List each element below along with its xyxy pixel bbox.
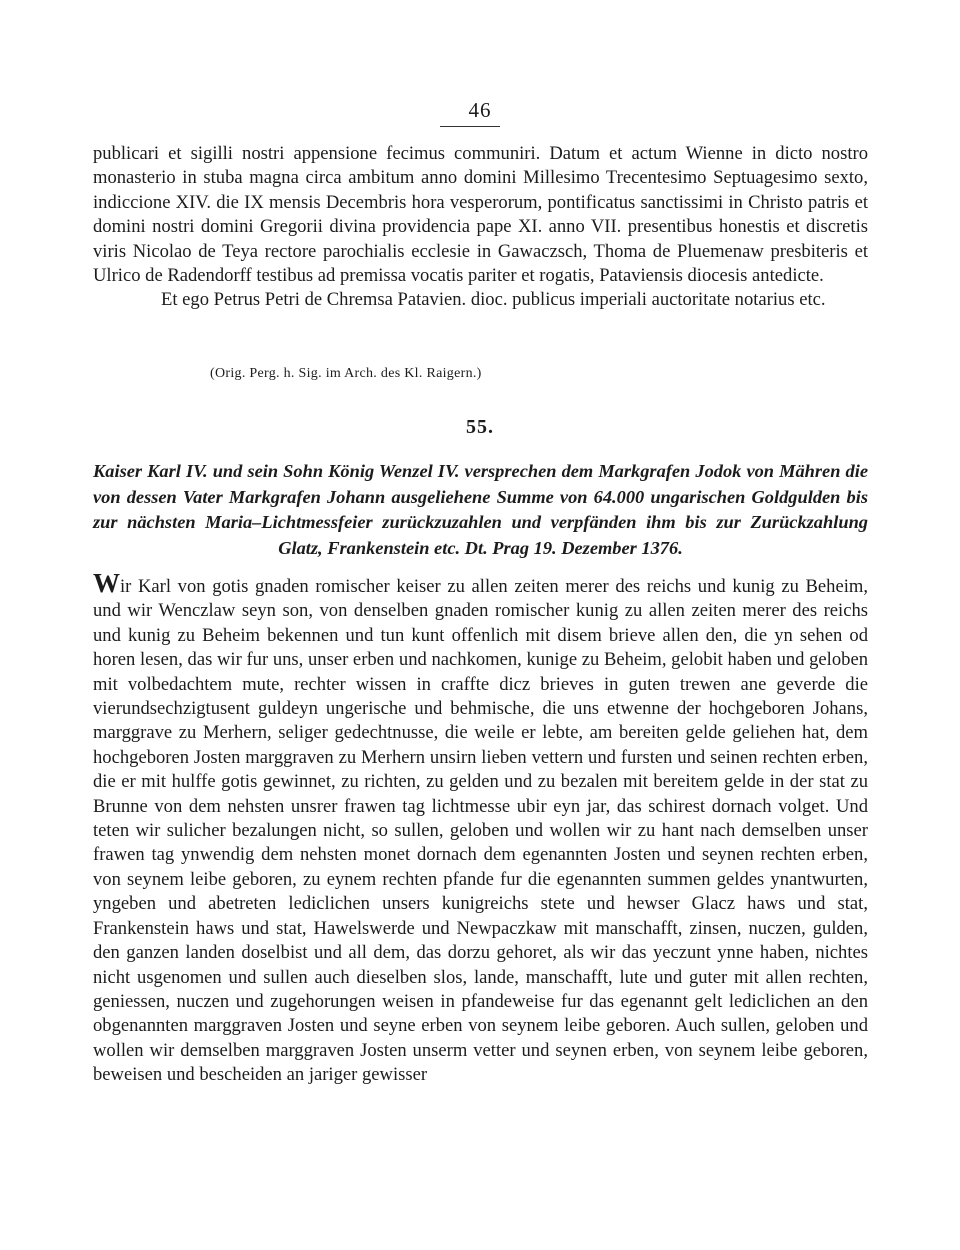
initial-letter: W — [93, 568, 120, 598]
page-number: 46 — [468, 98, 492, 122]
body-paragraph — [93, 568, 868, 1088]
document-number: 55. — [466, 416, 494, 438]
preceding-document-end — [93, 142, 868, 313]
closing-paragraph: publicari et sigilli nostri appensione fecimus communiri. Datum et actum Wienne in dicto nostro monasterio in stuba magna circa ambitum anno domini Millesimo Trecentesimo Septuagesimo sexto, indiccione XIV. die IX mensis Decembris hora vesperorum, pontificatus sanctissimi in Christo patris et domini nostri domini Gregorii divina providencia pape XI. anno VII. presentibus honestis et discretis viris Nicolao de Teya rectore parochialis ecclesie in Gawaczsch, Thoma de Pluemenaw presbiteris et Ulrico de Radendorff testibus ad premissa vocatis pariter et rogatis, Pataviensis diocesis antedicte. — [93, 143, 868, 287]
notary-paragraph: Et ego Petrus Petri de Chremsa Patavien. dioc. publicus imperiali auctoritate notarius etc. — [161, 289, 826, 311]
document-body — [93, 568, 868, 1088]
document-heading: Kaiser Karl IV. und sein Sohn König Wenzel IV. versprechen dem Markgrafen Jodok von Mähren die von dessen Vater Markgrafen Johann ausgeliehene Summe von 64.000 ungarischen Goldgulden bis zur nächsten Maria–Lichtmessfeier zurückzuzahlen und verpfänden ihm bis zur Zurückzahlung Glatz, Frankenstein etc. Dt. Prag 19. Dezember 1376. — [93, 461, 868, 558]
header-rule — [440, 126, 500, 127]
body-text: ir Karl von gotis gnaden romischer keiser zu allen zeiten merer des reichs und kunig zu Beheim, und wir Wenczlaw seyn son, von denselben gnaden romischer kunig zu allen zeiten merer des reichs und kunig zu Beheim bekennen und tun kunt offenlich mit disem brieve allen den, die yn sehen od horen lesen, das wir fur uns, unser erben und nachkomen, kunige zu Beheim, gelobit haben und geloben mit volbedachtem mute, rechter wissen in craffte dicz brieves in guten trewen ane geverde die vierundsechzigtusent guldeyn ungerische und behmische, die uns etwenne der hochgeboren Johans, marggrave zu Merhern, seliger gedechtnusse, die weile er lebte, am bereiten gelde geliehen hat, dem hochgeboren Josten marggraven zu Merhern unsirn lieben vettern und fursten und seinen rechten erben, die er mit hulffe gotis gewinnet, zu richten, zu gelden und zu bezalen mit bereitem gelde in der stat zu Brunne von dem nehsten unsrer frawen tag lichtmesse ubir eyn jar, das schirest dornach volget. Und teten wir sulicher bezalungen nicht, so sullen, geloben und wollen wir zu hant nach demselben unser frawen tag ynwendig dem nehsten monet dornach dem egenannten Josten und seynen rechten erben, von seynem leibe geboren, zu eynem rechten pfande fur die egenannten summen geldes ynantwurten, yngeben und abetreten lediclichen unsers kunigreichs stete und hewser Glacz haws und stat, Frankenstein haws und stat, Hawelswerde und Newpaczkaw mit manschafft, zinsen, nuczen, gulden, den ganzen landen doselbist und all dem, das dorzu gehoret, als wir das yeczunt ynne haben, nichtes nicht usgenomen und sullen auch dieselben slos, lande, manschafft, lute und guter mit allen rechten, geniessen, nuczen und zugehorungen weisen in pfandeweise fur das egenannt gelt lediclichen an den obgenannten marggraven Josten und seyne erben von seynem leibe geboren. Auch sullen, geloben und wollen wir demselben marggraven Josten unserm vetter und seynen erben, von seynem leibe geboren, beweisen und bescheiden an jariger gewisser — [93, 576, 868, 1086]
source-note: (Orig. Perg. h. Sig. im Arch. des Kl. Raigern.) — [210, 366, 482, 381]
